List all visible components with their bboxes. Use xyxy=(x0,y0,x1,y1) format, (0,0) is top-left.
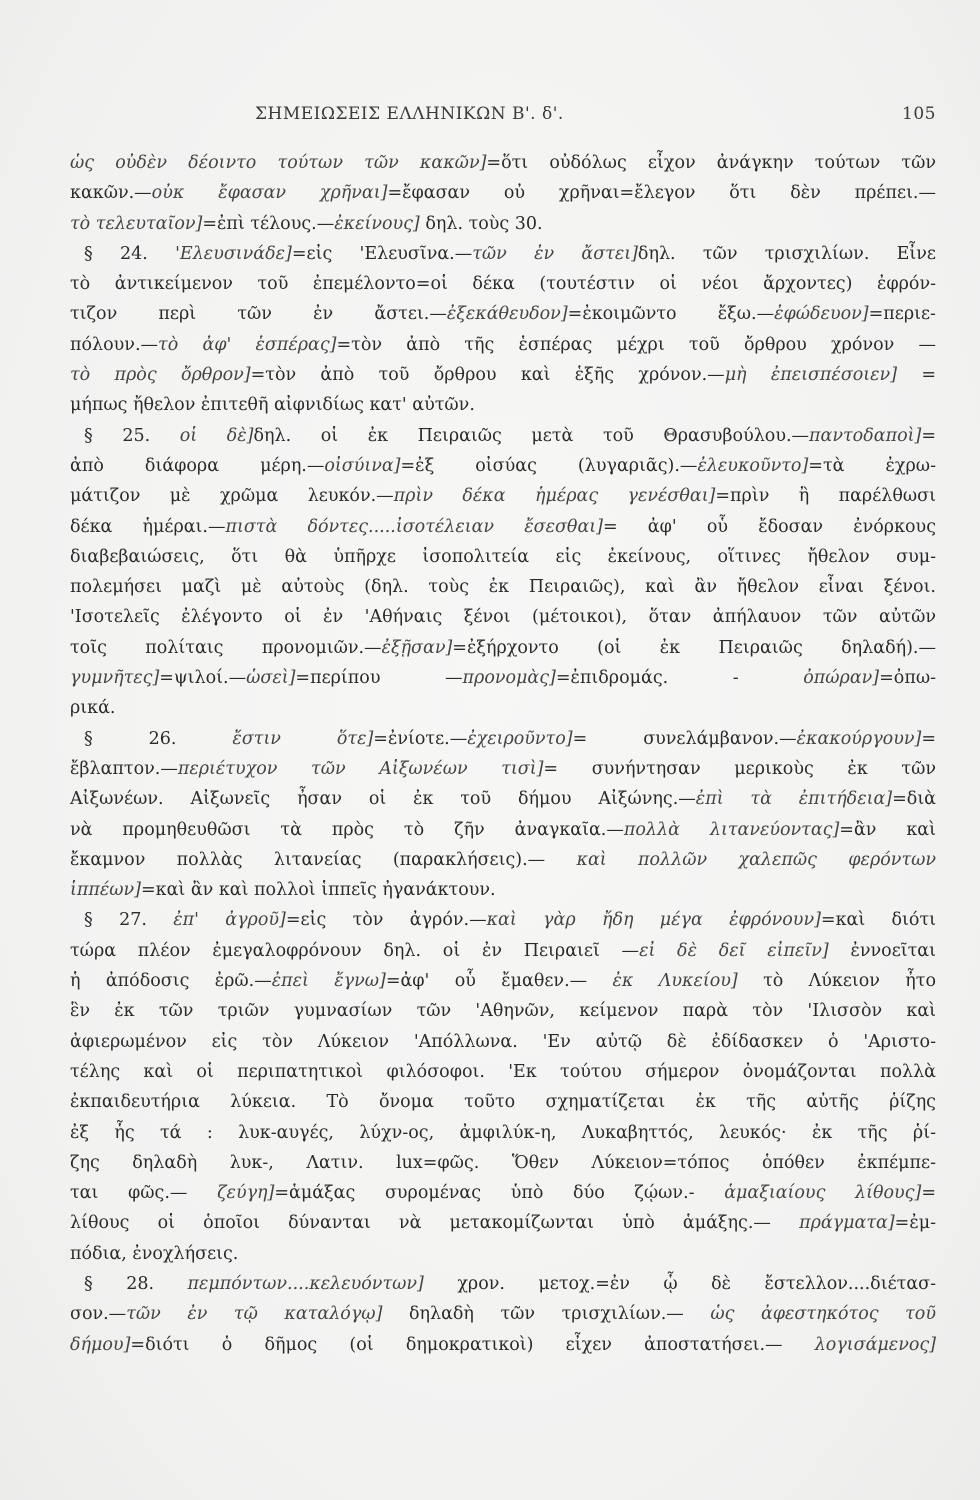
lemma-term: ἐφώδευον] xyxy=(774,304,869,325)
text-line xyxy=(70,966,936,996)
text-line xyxy=(70,602,936,632)
paragraph-start-line xyxy=(70,905,936,935)
lemma-term: οἱ δὲ] xyxy=(179,425,254,446)
gloss-text: =ἐνίοτε.— xyxy=(373,728,468,749)
gloss-text: δηλ. τῶν τρισχιλίων. Εἶνε xyxy=(637,243,936,264)
text-line xyxy=(70,330,936,360)
text-line xyxy=(70,936,936,966)
paragraph-start-line xyxy=(70,724,936,754)
lemma-term: τὸ πρὸς ὄρθρον] xyxy=(70,365,251,386)
text-line xyxy=(70,1299,936,1329)
gloss-text: ἓν ἐκ τῶν τριῶν γυμνασίων τῶν 'Αθηνῶν, κείμενον παρὰ τὸν 'Ιλισσὸν καὶ xyxy=(70,1001,936,1022)
paragraph-start-line xyxy=(70,421,936,451)
gloss-text: =τὰ ἐχρω- xyxy=(808,455,936,476)
gloss-text: λίθους οἱ ὁποῖοι δύνανται νὰ μετακομίζωνται ὑπὸ ἁμάξης.— xyxy=(70,1213,800,1234)
text-line xyxy=(70,299,936,329)
gloss-text: =περίπου — xyxy=(295,668,463,689)
lemma-term: ἐξεκάθευδον] xyxy=(446,304,568,325)
gloss-text: § 24. xyxy=(84,243,176,264)
gloss-text: ζης δηλαδὴ λυκ-, Λατιν. lux=φῶς. Ὅθεν Λύκειον=τόπος ὁπόθεν ἐκπέμπε- xyxy=(70,1152,936,1173)
gloss-text: ἔβλαπτον.— xyxy=(70,758,178,779)
text-line xyxy=(70,693,936,723)
running-title: ΣΗΜΕΙΩΣΕΙΣ ΕΛΛΗΝΙΚΩΝ Β'. δ'. xyxy=(255,104,564,124)
lemma-term: ὡσεὶ] xyxy=(246,668,296,689)
lemma-term: ἐκείνους] xyxy=(334,213,420,234)
text-line xyxy=(70,1087,936,1117)
lemma-term: 'Ελευσινάδε] xyxy=(175,243,292,264)
gloss-text: =τὸν ἀπὸ τῆς ἑσπέρας μέχρι τοῦ ὄρθρου χρόνον — xyxy=(336,334,936,355)
gloss-text: Αἰξωνέων. Αἰξωνεῖς ἦσαν οἱ ἐκ τοῦ δήμου Αἰξώνης.— xyxy=(70,789,696,810)
gloss-text: =ἐξ οἰσύας (λυγαριᾶς).— xyxy=(400,455,698,476)
gloss-text: § 27. xyxy=(84,910,174,931)
gloss-text: δηλ. οἱ ἐκ Πειραιῶς μετὰ τοῦ Θρασυβούλου.— xyxy=(253,425,810,446)
text-line xyxy=(70,1118,936,1148)
text-line xyxy=(70,390,936,420)
gloss-text: ρικά. xyxy=(70,698,116,719)
lemma-term: ἔστιν ὅτε] xyxy=(232,728,374,749)
lemma-term: πεμπόντων....κελευόντων] xyxy=(187,1273,424,1294)
gloss-text: σον.— xyxy=(70,1304,127,1325)
text-line xyxy=(70,815,936,845)
lemma-term: ἱππέων] xyxy=(70,880,141,901)
lemma-term: πρὶν δέκα ἡμέρας γενέσθαι] xyxy=(393,486,716,507)
lemma-term: ἐπεὶ ἔγνω] xyxy=(271,971,386,992)
text-line xyxy=(70,1330,936,1360)
gloss-text: = xyxy=(897,365,936,386)
gloss-text: =καὶ ἂν καὶ πολλοὶ ἱππεῖς ἠγανάκτουν. xyxy=(141,880,496,901)
lemma-term: ἐξῇσαν] xyxy=(381,637,453,658)
gloss-text: = xyxy=(921,1183,936,1204)
gloss-text: μάτιζον μὲ χρῶμα λευκόν.— xyxy=(70,486,394,507)
lemma-term: τὸ τελευταῖον] xyxy=(70,213,203,234)
lemma-term: γυμνῆτες] xyxy=(70,668,160,689)
lemma-term: πολλὰ λιτανεύοντας] xyxy=(623,819,840,840)
lemma-term: ἐλευκοῦντο] xyxy=(697,455,809,476)
gloss-text: = ἀφ' οὗ ἔδοσαν ἐνόρκους xyxy=(602,516,936,537)
text-line xyxy=(70,1208,936,1238)
gloss-text: τὸ Λύκειον ἦτο xyxy=(737,971,936,992)
gloss-text: τὸ ἀντικείμενον τοῦ ἐπεμέλοντο=οἱ δέκα (τουτέστιν οἱ νέοι ἄρχοντες) ἐφρόν- xyxy=(70,274,936,295)
gloss-text: § 25. xyxy=(84,425,180,446)
gloss-text: = συνήντησαν μερικοὺς ἐκ τῶν xyxy=(543,758,936,779)
gloss-text: ἐξ ἧς τά : λυκ-αυγές, λύχν-ος, ἀμφιλύκ-η, Λυκαβηττός, λευκός· ἐκ τῆς ῥί- xyxy=(70,1122,936,1143)
gloss-text: μήπως ἤθελον ἐπιτεθῆ αἰφνιδίως κατ' αὐτῶν. xyxy=(70,395,475,416)
lemma-term: περιέτυχον τῶν Αἰξωνέων τισὶ] xyxy=(177,758,544,779)
lemma-term: οὐκ ἔφασαν χρῆναι] xyxy=(151,183,388,204)
gloss-text: =ὀπω- xyxy=(879,668,937,689)
gloss-text: =διότι ὁ δῆμος (οἱ δημοκρατικοὶ) εἶχεν ἀποστατήσει.— xyxy=(130,1334,815,1355)
gloss-text: ἐννοεῖται xyxy=(828,940,936,961)
lemma-term: ἐπ' ἀγροῦ] xyxy=(173,910,286,931)
lemma-term: πιστὰ δόντες.....ἰσοτέλειαν ἔσεσθαι] xyxy=(225,516,603,537)
text-line xyxy=(70,451,936,481)
lemma-term: τῶν ἐν τῷ καταλόγῳ] xyxy=(126,1304,383,1325)
gloss-text: χρον. μετοχ.=ἐν ᾧ δὲ ἔστελλον....διέτασ- xyxy=(423,1273,936,1294)
gloss-text: τιζον περὶ τῶν ἐν ἄστει.— xyxy=(70,304,447,325)
gloss-text: =ἐπὶ τέλους.— xyxy=(202,213,335,234)
lemma-term: μὴ ἐπεισπέσοιεν] xyxy=(724,365,898,386)
text-line xyxy=(70,148,936,178)
text-line xyxy=(70,1057,936,1087)
lemma-term: ἐπὶ τὰ ἐπιτήδεια] xyxy=(695,789,893,810)
lemma-term: προνομὰς] xyxy=(462,668,556,689)
gloss-text: = συνελάμβανον.— xyxy=(572,728,797,749)
gloss-text: =ἐξήρχοντο (οἱ ἐκ Πειραιῶς δηλαδή).— xyxy=(452,637,936,658)
lemma-term: ὡς οὐδὲν δέοιντο τούτων τῶν κακῶν] xyxy=(70,153,487,173)
gloss-text: δηλαδὴ τῶν τρισχιλίων.— xyxy=(382,1304,711,1325)
gloss-text: =ἐπιδρομάς. - xyxy=(555,668,804,689)
gloss-text: διαβεβαιώσεις, ὅτι θὰ ὑπῆρχε ἰσοπολιτεία εἰς ἐκείνους, οἵτινες ἤθελον συμ- xyxy=(70,546,936,567)
text-line xyxy=(70,1239,936,1269)
gloss-text: τέλης καὶ οἱ περιπατητικοὶ φιλόσοφοι. 'Εκ τούτου σήμερον ὀνομάζονται πολλὰ xyxy=(70,1061,936,1082)
text-line xyxy=(70,269,936,299)
gloss-text: § 28. xyxy=(84,1273,188,1294)
text-line xyxy=(70,481,936,511)
paragraph-start-line xyxy=(70,1269,936,1299)
text-line xyxy=(70,784,936,814)
gloss-text: ται φῶς.— xyxy=(70,1183,218,1204)
gloss-text: =ἐμ- xyxy=(894,1213,936,1234)
lemma-term: πράγματα] xyxy=(799,1213,895,1234)
gloss-text: =ψιλοί.— xyxy=(159,668,247,689)
lemma-term: παντοδαποὶ] xyxy=(809,425,922,446)
gloss-text: =ὅτι οὐδόλως εἶχον ἀνάγκην τούτων τῶν xyxy=(486,153,936,173)
gloss-text: ἔκαμνον πολλὰς λιτανείας (παρακλήσεις).— xyxy=(70,849,577,870)
text-line xyxy=(70,1148,936,1178)
gloss-text: =εἰς 'Ελευσῖνα.— xyxy=(291,243,473,264)
gloss-text: =διὰ xyxy=(892,789,937,810)
gloss-text: ἡ ἀπόδοσις ἐρῶ.— xyxy=(70,971,272,992)
gloss-text: § 26. xyxy=(84,728,233,749)
gloss-text: =ἁμάξας συρομένας ὑπὸ δύο ζῴων.- xyxy=(274,1183,725,1204)
gloss-text: 'Ισοτελεῖς ἐλέγοντο οἱ ἐν 'Αθήναις ξένοι (μέτοικοι), ὅταν ἀπήλαυον τῶν αὐτῶν xyxy=(70,607,936,628)
body-text xyxy=(70,148,936,1360)
gloss-text: ἀφιερωμένον εἰς τὸν Λύκειον 'Απόλλωνα. 'Εν αὐτῷ δὲ ἐδίδασκεν ὁ 'Αριστο- xyxy=(70,1031,936,1052)
gloss-text: =εἰς τὸν ἀγρόν.— xyxy=(285,910,487,931)
text-line xyxy=(70,754,936,784)
text-line xyxy=(70,1027,936,1057)
page-number: 105 xyxy=(902,104,936,124)
gloss-text: =ἐκοιμῶντο ἔξω.— xyxy=(567,304,775,325)
text-line xyxy=(70,1178,936,1208)
lemma-term: καὶ πολλῶν χαλεπῶς φερόντων xyxy=(576,849,936,870)
gloss-text: =περιε- xyxy=(868,304,936,325)
lemma-term: οἰσύινα] xyxy=(324,455,401,476)
lemma-term: ἐκ Λυκείου] xyxy=(612,971,738,992)
gloss-text: = xyxy=(921,425,936,446)
text-line xyxy=(70,178,936,208)
gloss-text: =καὶ διότι xyxy=(820,910,936,931)
lemma-term: εἰ δὲ δεῖ εἰπεῖν] xyxy=(639,940,829,961)
lemma-term: ὀπώραν] xyxy=(803,668,880,689)
gloss-text: ἐκπαιδευτήρια λύκεια. Τὸ ὄνομα τοῦτο σχηματίζεται ἐκ τῆς αὐτῆς ῥίζης xyxy=(70,1092,936,1113)
lemma-term: ἁμαξιαίους λίθους] xyxy=(724,1183,922,1204)
text-line xyxy=(70,875,936,905)
gloss-text: πολεμήσει μαζὶ μὲ αὐτοὺς (δηλ. τοὺς ἐκ Πειραιῶς), καὶ ἂν ἤθελον εἶναι ξένοι. xyxy=(70,577,936,598)
gloss-text: =ἀφ' οὗ ἔμαθεν.— xyxy=(385,971,613,992)
lemma-term: δήμου] xyxy=(70,1334,131,1355)
gloss-text: δηλ. τοὺς 30. xyxy=(419,213,543,234)
text-line xyxy=(70,209,936,239)
gloss-text: =ἔφασαν οὐ χρῆναι=ἔλεγον ὅτι δὲν πρέπει.— xyxy=(387,183,936,204)
lemma-term: τῶν ἐν ἄστει] xyxy=(472,243,638,264)
lemma-term: λογισάμενος] xyxy=(814,1334,936,1355)
text-line xyxy=(70,542,936,572)
lemma-term: ἐχειροῦντο] xyxy=(467,728,573,749)
gloss-text: πόλουν.— xyxy=(70,334,159,355)
lemma-term: καὶ γὰρ ἤδη μέγα ἐφρόνουν] xyxy=(486,910,821,931)
gloss-text: =ἂν καὶ xyxy=(839,819,936,840)
lemma-term: ζεύγη] xyxy=(217,1183,275,1204)
text-line xyxy=(70,633,936,663)
gloss-text: = xyxy=(921,728,936,749)
text-line xyxy=(70,360,936,390)
gloss-text: κακῶν.— xyxy=(70,183,152,204)
gloss-text: =τὸν ἀπὸ τοῦ ὄρθρου καὶ ἑξῆς χρόνον.— xyxy=(250,365,725,386)
gloss-text: τοῖς πολίταις προνομιῶν.— xyxy=(70,637,382,658)
text-line xyxy=(70,663,936,693)
text-line xyxy=(70,996,936,1026)
gloss-text: ἀπὸ διάφορα μέρη.— xyxy=(70,455,325,476)
lemma-term: ὡς ἀφεστηκότος τοῦ xyxy=(710,1304,936,1325)
text-line xyxy=(70,512,936,542)
lemma-term: ἐκακούργουν] xyxy=(796,728,922,749)
running-header xyxy=(0,104,980,128)
gloss-text: δέκα ἡμέραι.— xyxy=(70,516,226,537)
lemma-term: τὸ ἀφ' ἑσπέρας] xyxy=(158,334,337,355)
gloss-text: τώρα πλέον ἐμεγαλοφρόνουν δηλ. οἱ ἐν Πειραιεῖ — xyxy=(70,940,640,961)
text-line xyxy=(70,572,936,602)
gloss-text: =πρὶν ἢ παρέλθωσι xyxy=(715,486,936,507)
gloss-text: νὰ προμηθευθῶσι τὰ πρὸς τὸ ζῆν ἀναγκαῖα.— xyxy=(70,819,624,840)
gloss-text: πόδια, ἐνοχλήσεις. xyxy=(70,1243,239,1264)
text-line xyxy=(70,845,936,875)
paragraph-start-line xyxy=(70,239,936,269)
